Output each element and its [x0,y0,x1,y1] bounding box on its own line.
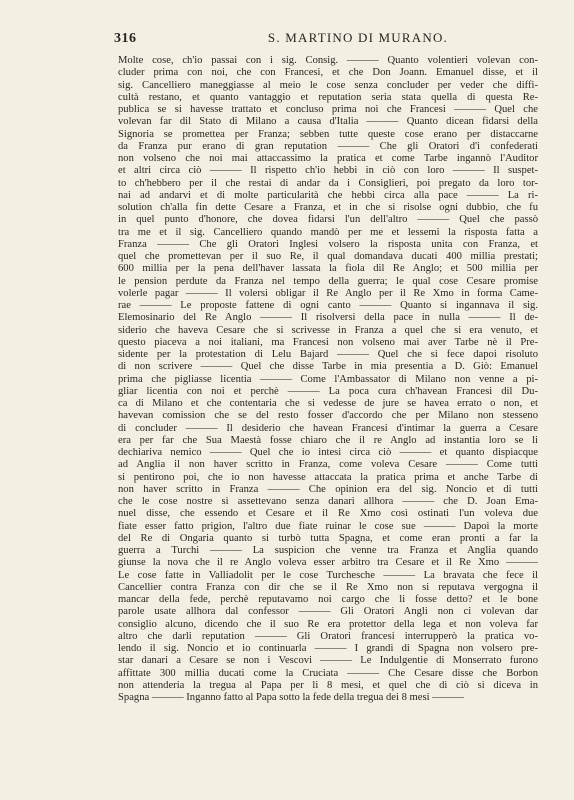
text-line: Molte cose, ch'io passai con i sig. Consig. ——— Quanto volentieri volevan con- [118,55,538,66]
text-line: guerra a Turchi ——— La suspicion che venne tra Franza et Anglia quando [118,545,538,556]
text-line: nai ad andarvi et di molte particularità che hebbi circa alla pace ——— La ri- [118,189,538,201]
text-line: Le cose fatte in Valliadolit per le cose Turchesche ——— La bravata che fece il [118,569,538,581]
text-line: questo piaceva a noi italiani, ma Francesi non volseno mai aver Tarbe nè il Pre- [118,336,538,348]
text-line: prima che pigliasse licentia ——— Come l'Ambassator di Milano non venne a pi- [118,373,538,385]
text-line: gliar licentia con noi et perchè ——— La poca cura ch'havean Francesi dil Du- [118,385,538,397]
text-line: consiglio alcuno, dicendo che il suo Re era protettor della lega et non voleva far [118,618,538,630]
text-line: giunse la nova che il re Anglo voleva esser arbitro tra Cesare et il Re Xmo ——— [118,557,538,569]
text-line: altro che darli reputation ——— Gli Oratori francesi interrupperò la pratica vo- [118,630,538,642]
text-line: in quel punto d'honore, che dovea fidarsi l'un dell'altro ——— Quel che passò [118,214,538,226]
text-line: fiate esser fatto prigion, l'altro due fiate ruinar le cose sue ——— Dapoi la morte [118,520,538,532]
text-line: sig. Cancelliero maneggiasse al meio le cose senza concluder per veder che diffi- [118,79,538,91]
text-line: volerle pagar ——— Il volersi obligar il Re Anglo per il Re Xmo in forma Came- [118,287,538,299]
text-line: solution ch'alla fin dette Cesare a Franza, et in che si risolse ogni dubbio, che fu [118,202,538,213]
text-line: lendo il sig. Noncio et io continuarla ——— I grandi di Spagna non volsero pre- [118,643,538,654]
text-line: dechiariva nemico ——— Quel che io intesi circa ciò ——— et quanto dispiacque [118,447,538,458]
text-line: quel che promettevan per il suo Re, il qual domandava ducati 400 millia prestati; [118,251,538,262]
text-line: che le cose nostre si assettevano senza danari allhora ——— che D. Joan Ema- [118,496,538,507]
text-line: di concluder ——— Il desiderio che havean Francesi d'intimar la guerra a Cesare [118,422,538,434]
text-line: affittate 300 millia ducati come la Cruciata ——— Che Cesare disse che Borbon [118,667,538,679]
text-line: era per far che Sua Maestà fosse chiaro che il re Anglo ad instantia loro se li [118,434,538,446]
text-line: ad Anglia il non haver scritto in Franza, come voleva Cesare ——— Come tutti [118,459,538,471]
text-line: di non scrivere ——— Quel che disse Tarbe in mia presentia a D. Giò: Emanuel [118,361,538,373]
text-line: parole usate allhora dal confessor ——— Gli Oratori Angli non ci volevan dar [118,606,538,618]
text-line: non attenderia la tregua al Papa per li 8 mesi, et quel che di ciò si diceva in [118,679,538,691]
text-line: Elemosinario del Re Anglo ——— Il risolversi della pace in nulla ——— Il de- [118,312,538,324]
text-line: da Franza pur erano di gran reputation ——— Che gli Oratori d'i confederati [118,140,538,152]
text-line: mancar della fede, perchè reputavamo noi cargo che li fosse detto? et le bone [118,594,538,605]
text-line: star danari a Cesare se non i Vescovi ——— Le Indulgentie di Monserrato furono [118,655,538,667]
running-title: S. MARTINO DI MURANO. [267,30,448,45]
text-line: publica se si havesse trattato et concluso prima noi che Francesi ——— Quel che [118,104,538,115]
text-line: Franza ——— Che gli Oratori Inglesi volsero la risposta unita con Franza, et [118,238,538,250]
text-line: cultà restano, et quanto vantaggio et reputation seria stata quella di questa Re- [118,91,538,103]
text-line: si pentirono poi, che io non havesse attaccata la pratica prima et anche Tarbe di [118,471,538,483]
text-line: Cancellier contra Franza con dir che se il Re Xmo non si reputava vergogna il [118,581,538,593]
text-line: et altri circa ciò ——— Il rispetto ch'io hebbi in ciò con loro ——— Il suspet- [118,165,538,177]
text-line: tra me et il sig. Cancelliero quando mandò per me et lessemi la risposta fatta a [118,226,538,238]
text-line: Signoria se promettea per Franza; sebben tutte queste cose erano per distaccarne [118,128,538,140]
page-number: 316 [114,31,137,46]
text-line: ca di Milano et che contentaria che si vedesse de jure se havea errato o non, et [118,398,538,409]
text-line: siderio che haveva Cesare che si scrivesse in Franza a quel che si era venuto, et [118,324,538,336]
text-line: havevan comission che se del resto fosser d'accordo che per Milano non stesseno [118,410,538,422]
text-line: le pension perdute da Franza nel tempo della guerra; le qual cose Cesare promise [118,275,538,287]
text-line: rae ——— Le proposte fattene di ogni canto ——— Quanto si ingannava il sig. [118,300,538,311]
text-line: del Re di Ongaria quanto si turbò tutta Spagna, et come eran pronti a far la [118,532,538,544]
body-text [118,55,538,704]
text-line: cluder prima con noi, che con Francesi, et che Don Joann. Emanuel disse, et il [118,67,538,79]
text-line: 600 millia per la pena dell'haver lassata la fiola dil Re Anglo; et 500 millia per [118,263,538,275]
text-line: sidente per la protestation di Lelu Bajard ——— Quel che si fece dapoi risoluto [118,349,538,360]
text-line: Spagna ——— Inganno fatto al Papa sotto la fede della tregua dei 8 mesi ——— [118,692,464,703]
text-line: volevan far dil Stato di Milano a causa d'Italia ——— Quanto dicean fidarsi della [118,116,538,128]
text-line: non volseno che noi mai attaccassimo la pratica et come Tarbe ingannò l'Auditor [118,153,538,164]
text-line: nuel disse, che essendo et Cesare et il Re Xmo così ostinati l'un voleva due [118,508,538,520]
text-line: to ch'hebbero per il che restai di andar da i Consiglieri, poi pregato da loro tor- [118,177,538,189]
page-header [114,30,538,47]
text-line: non haver scritto in Franza ——— Che opinion era del sig. Noncio et di tutti [118,483,538,495]
